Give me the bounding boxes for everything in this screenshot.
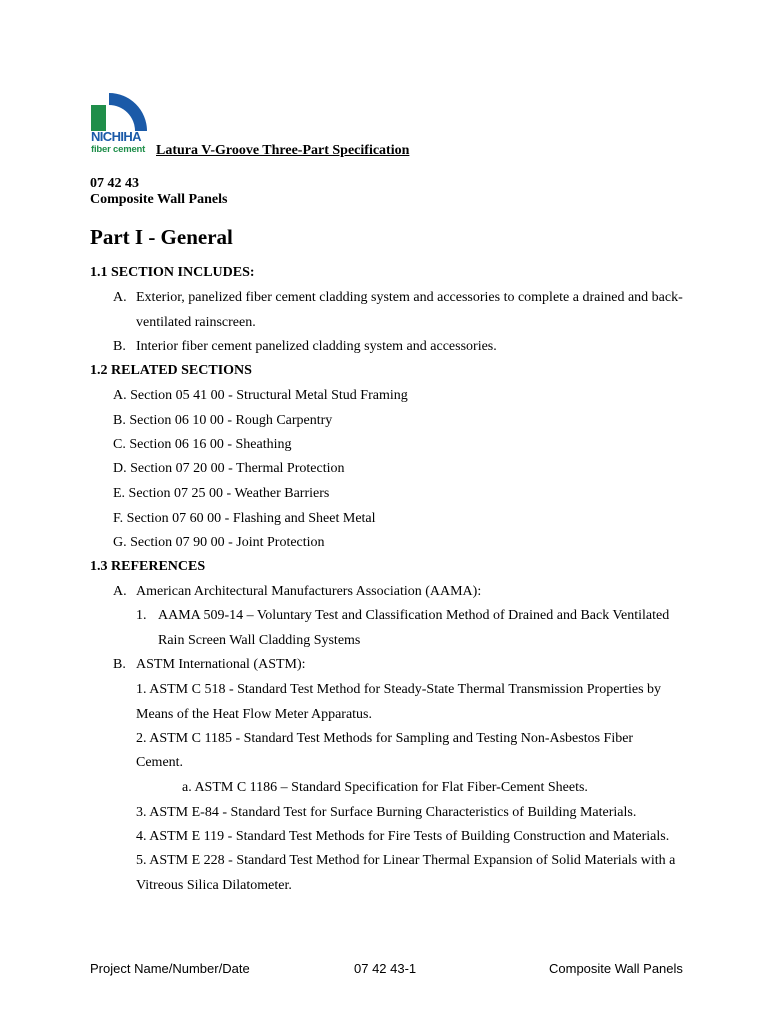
reference-item: AAMA 509-14 – Voluntary Test and Classification Method of Drained and Back Ventilated (158, 608, 670, 623)
list-item: Exterior, panelized fiber cement cladding system and accessories to complete a drained and back- (136, 290, 683, 305)
related-section-item: B. Section 06 10 00 - Rough Carpentry (113, 413, 333, 428)
list-marker: 1. (136, 608, 147, 623)
reference-item: 3. ASTM E-84 - Standard Test for Surface Burning Characteristics of Building Materials. (136, 805, 637, 820)
footer-section-name: Composite Wall Panels (549, 961, 683, 976)
reference-item: 1. ASTM C 518 - Standard Test Method for Steady-State Thermal Transmission Properties by (136, 682, 662, 697)
related-section-item: C. Section 06 16 00 - Sheathing (113, 437, 292, 452)
reference-item: 4. ASTM E 119 - Standard Test Methods for Fire Tests of Building Construction and Materials. (136, 829, 670, 844)
logo-arc-icon (91, 93, 149, 133)
reference-group-aama: American Architectural Manufacturers Association (AAMA): (136, 584, 482, 599)
document-title: Latura V-Groove Three-Part Specification (156, 143, 410, 158)
reference-item-continued: Rain Screen Wall Cladding Systems (158, 633, 361, 648)
list-marker: B. (113, 339, 126, 354)
reference-item-continued: Vitreous Silica Dilatometer. (136, 878, 292, 893)
section-number: 07 42 43 (90, 176, 139, 191)
reference-subitem: a. ASTM C 1186 – Standard Specification for Flat Fiber-Cement Sheets. (182, 780, 588, 795)
list-marker: A. (113, 584, 127, 599)
part-title: Part I - General (90, 225, 233, 249)
section-name: Composite Wall Panels (90, 192, 228, 207)
logo-wordmark: NICHIHA (91, 129, 141, 144)
related-section-item: A. Section 05 41 00 - Structural Metal Stud Framing (113, 388, 408, 403)
footer-project-info: Project Name/Number/Date (90, 961, 250, 976)
reference-item: 5. ASTM E 228 - Standard Test Method for Linear Thermal Expansion of Solid Materials with a (136, 853, 676, 868)
list-item-continued: ventilated rainscreen. (136, 315, 256, 330)
list-marker: B. (113, 657, 126, 672)
section-1-2-heading: 1.2 RELATED SECTIONS (90, 363, 252, 378)
related-section-item: G. Section 07 90 00 - Joint Protection (113, 535, 325, 550)
logo-subtitle: fiber cement (91, 144, 146, 155)
footer-page-number: 07 42 43-1 (354, 961, 417, 976)
nichiha-logo (91, 93, 149, 157)
list-marker: A. (113, 290, 127, 305)
reference-item: 2. ASTM C 1185 - Standard Test Methods for Sampling and Testing Non-Asbestos Fiber (136, 731, 634, 746)
related-section-item: D. Section 07 20 00 - Thermal Protection (113, 461, 345, 476)
related-section-item: E. Section 07 25 00 - Weather Barriers (113, 486, 330, 501)
reference-item-continued: Means of the Heat Flow Meter Apparatus. (136, 707, 372, 722)
section-1-3-heading: 1.3 REFERENCES (90, 559, 206, 574)
reference-group-astm: ASTM International (ASTM): (136, 657, 306, 672)
list-item: Interior fiber cement panelized cladding system and accessories. (136, 339, 497, 354)
section-1-1-heading: 1.1 SECTION INCLUDES: (90, 265, 255, 280)
related-section-item: F. Section 07 60 00 - Flashing and Sheet Metal (113, 511, 376, 526)
reference-item-continued: Cement. (136, 755, 184, 770)
